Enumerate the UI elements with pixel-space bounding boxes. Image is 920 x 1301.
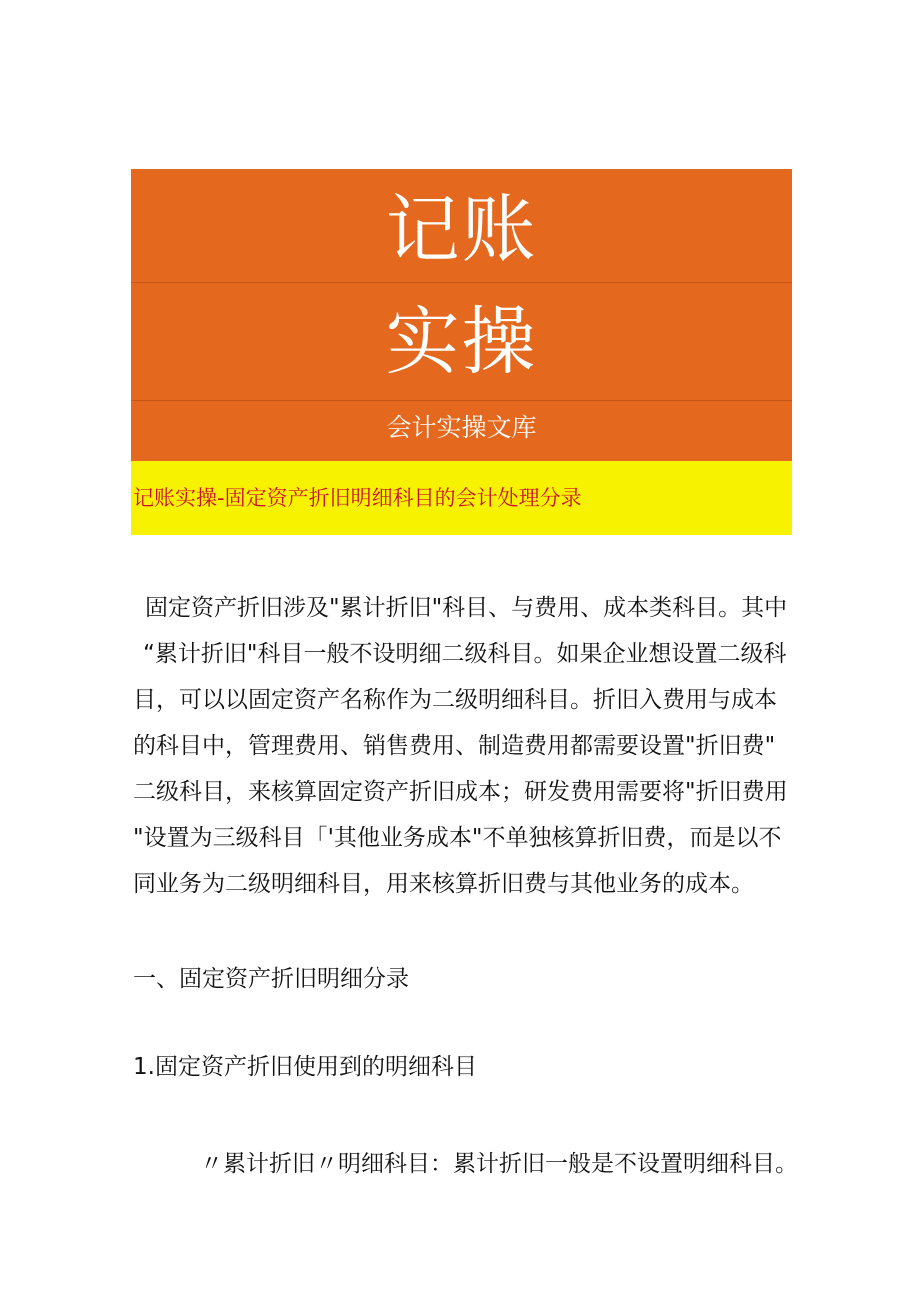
- intro-paragraph: [133, 585, 793, 907]
- paragraph-line: 的科目中，管理费用、销售费用、制造费用都需要设置"折旧费": [133, 733, 776, 759]
- banner-title-line2: 实操: [385, 299, 538, 385]
- paragraph-line: 二级科目，来核算固定资产折旧成本；研发费用需要将"折旧费用: [133, 779, 788, 805]
- paragraph-line: 目，可以以固定资产名称作为二级明细科目。折旧入费用与成本: [133, 687, 777, 713]
- banner-divider: [131, 400, 792, 401]
- cover-banner: [131, 169, 792, 461]
- paragraph-line: "设置为三级科目「'其他业务成本"不单独核算折旧费，而是以不: [133, 825, 782, 851]
- banner-subtitle: 会计实操文库: [386, 413, 537, 442]
- document-title-bar: [131, 461, 792, 535]
- banner-title-line1: 记账: [385, 187, 538, 273]
- paragraph-line: 固定资产折旧涉及"累计折旧"科目、与费用、成本类科目。其中: [145, 595, 788, 621]
- document-title: 记账实操-固定资产折旧明细科目的会计处理分录: [133, 485, 582, 510]
- subsection-heading: 1.固定资产折旧使用到的明细科目: [133, 1054, 477, 1080]
- paragraph-line: “累计折旧"科目一般不设明细二级科目。如果企业想设置二级科: [143, 641, 787, 667]
- banner-divider: [131, 282, 792, 283]
- detail-item: 〃累计折旧〃明细科目：累计折旧一般是不设置明细科目。: [200, 1151, 798, 1177]
- paragraph-line: 同业务为二级明细科目，用来核算折旧费与其他业务的成本。: [133, 871, 754, 897]
- section-heading: 一、固定资产折旧明细分录: [133, 966, 409, 992]
